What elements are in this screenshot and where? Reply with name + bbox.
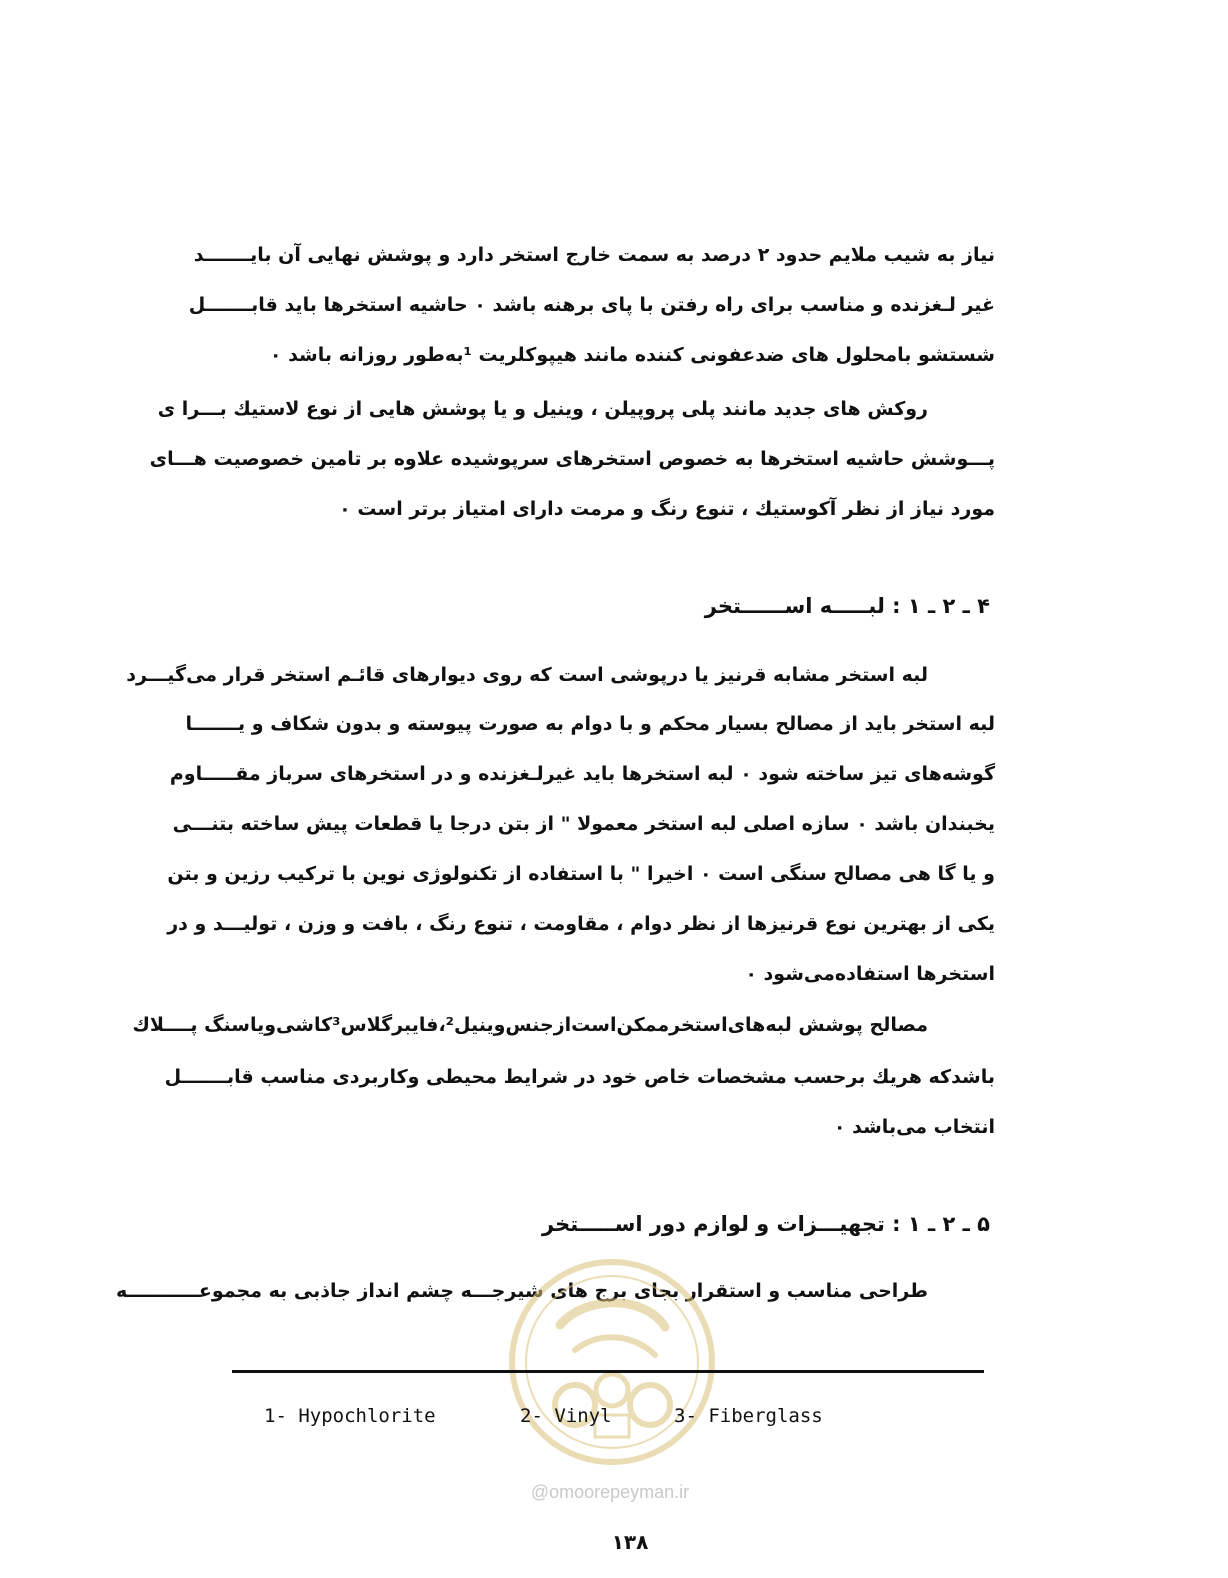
paragraph-line: گوشه‌های تیز ساخته شود ٠ لبه استخرها باید غیرلـغزنده و در استخرهای سرباز مقـــــاوم <box>169 763 995 785</box>
paragraph-line: مورد نیاز از نظر آکوستیك ، تنوع رنگ و مرمت دارای امتیاز برتر است ٠ <box>339 498 995 520</box>
paragraph-line: روکش های جدید مانند پلی پروپیلن ، وینیل و یا پوشش هایی از نوع لاستیك بـــرا ی <box>157 398 928 420</box>
paragraph-line: استخرها استفاده‌می‌شود ٠ <box>745 963 995 985</box>
footnote-item: 3- Fiberglass <box>674 1405 823 1427</box>
paragraph-line: طراحی مناسب و استقرار بجای برج های شیرجـــه چشم انداز جاذبی به مجموعـــــــــــه <box>115 1280 928 1302</box>
footnote-item: 2- Vinyl <box>520 1405 612 1427</box>
footnotes <box>0 1405 1228 1439</box>
page-number: ۱۳۸ <box>611 1530 649 1554</box>
section-heading: ۴ ـ ۲ ـ ۱ : لبـــــه اســــــتخر <box>704 594 990 618</box>
paragraph-line: لبه استخر باید از مصالح بسیار محکم و با دوام به صورت پیوسته و بدون شکاف و یـــــــا <box>185 713 995 735</box>
footnote-item: 1- Hypochlorite <box>264 1405 436 1427</box>
paragraph-line: لبه استخر مشابه قرنیز یا درپوشی است که روی دیوارهای قائـم استخر قرار می‌گیـــرد <box>126 664 928 686</box>
paragraph-line: غیر لـغزنده و مناسب برای راه رفتن با پای برهنه باشد ٠ حاشیه استخرها باید قابـــــــل <box>188 294 995 316</box>
footnote-divider <box>232 1370 984 1373</box>
paragraph-line: باشدکه هریك برحسب مشخصات خاص خود در شرایط محیطی وکاربردی مناسب قابـــــــل <box>164 1066 995 1088</box>
paragraph-line: پـــوشش حاشیه استخرها به خصوص استخرهای سرپوشیده علاوه بر تامین خصوصیت هـــای <box>149 448 995 470</box>
paragraph-line: نیاز به شیب ملایم حدود ۲ درصد به سمت خارج استخر دارد و پوشش نهایی آن بایـــــــد <box>193 244 995 266</box>
paragraph-line: یکی از بهترین نوع قرنیزها از نظر دوام ، مقاومت ، تنوع رنگ ، بافت و وزن ، تولیـــد و در <box>167 913 995 935</box>
paragraph-line: انتخاب می‌باشد ٠ <box>833 1116 995 1138</box>
paragraph-line: مصالح پوشش لبه‌های‌استخرممکن‌است‌ازجنس‌وینیل²،فایبرگلاس³کاشی‌ویاسنگ پــــلاك <box>132 1014 928 1036</box>
paragraph-line: شستشو بامحلول های ضدعفونی کننده مانند هیپوکلریت ¹به‌طور روزانه باشد ٠ <box>269 344 995 366</box>
paragraph-line: یخبندان باشد ٠ سازه اصلی لبه استخر معمولا " از بتن درجا یا قطعات پیش ساخته بتنـــی <box>172 813 995 835</box>
watermark-text: @omoorepeyman.ir <box>530 1482 690 1502</box>
paragraph-line: و یا گا هی مصالح سنگی است ٠ اخیرا " با استفاده از تکنولوژی نوین با ترکیب رزین و بتن <box>167 863 995 885</box>
section-heading: ۵ ـ ۲ ـ ۱ : تجهیـــزات و لوازم دور اســـــتخر <box>542 1212 990 1236</box>
